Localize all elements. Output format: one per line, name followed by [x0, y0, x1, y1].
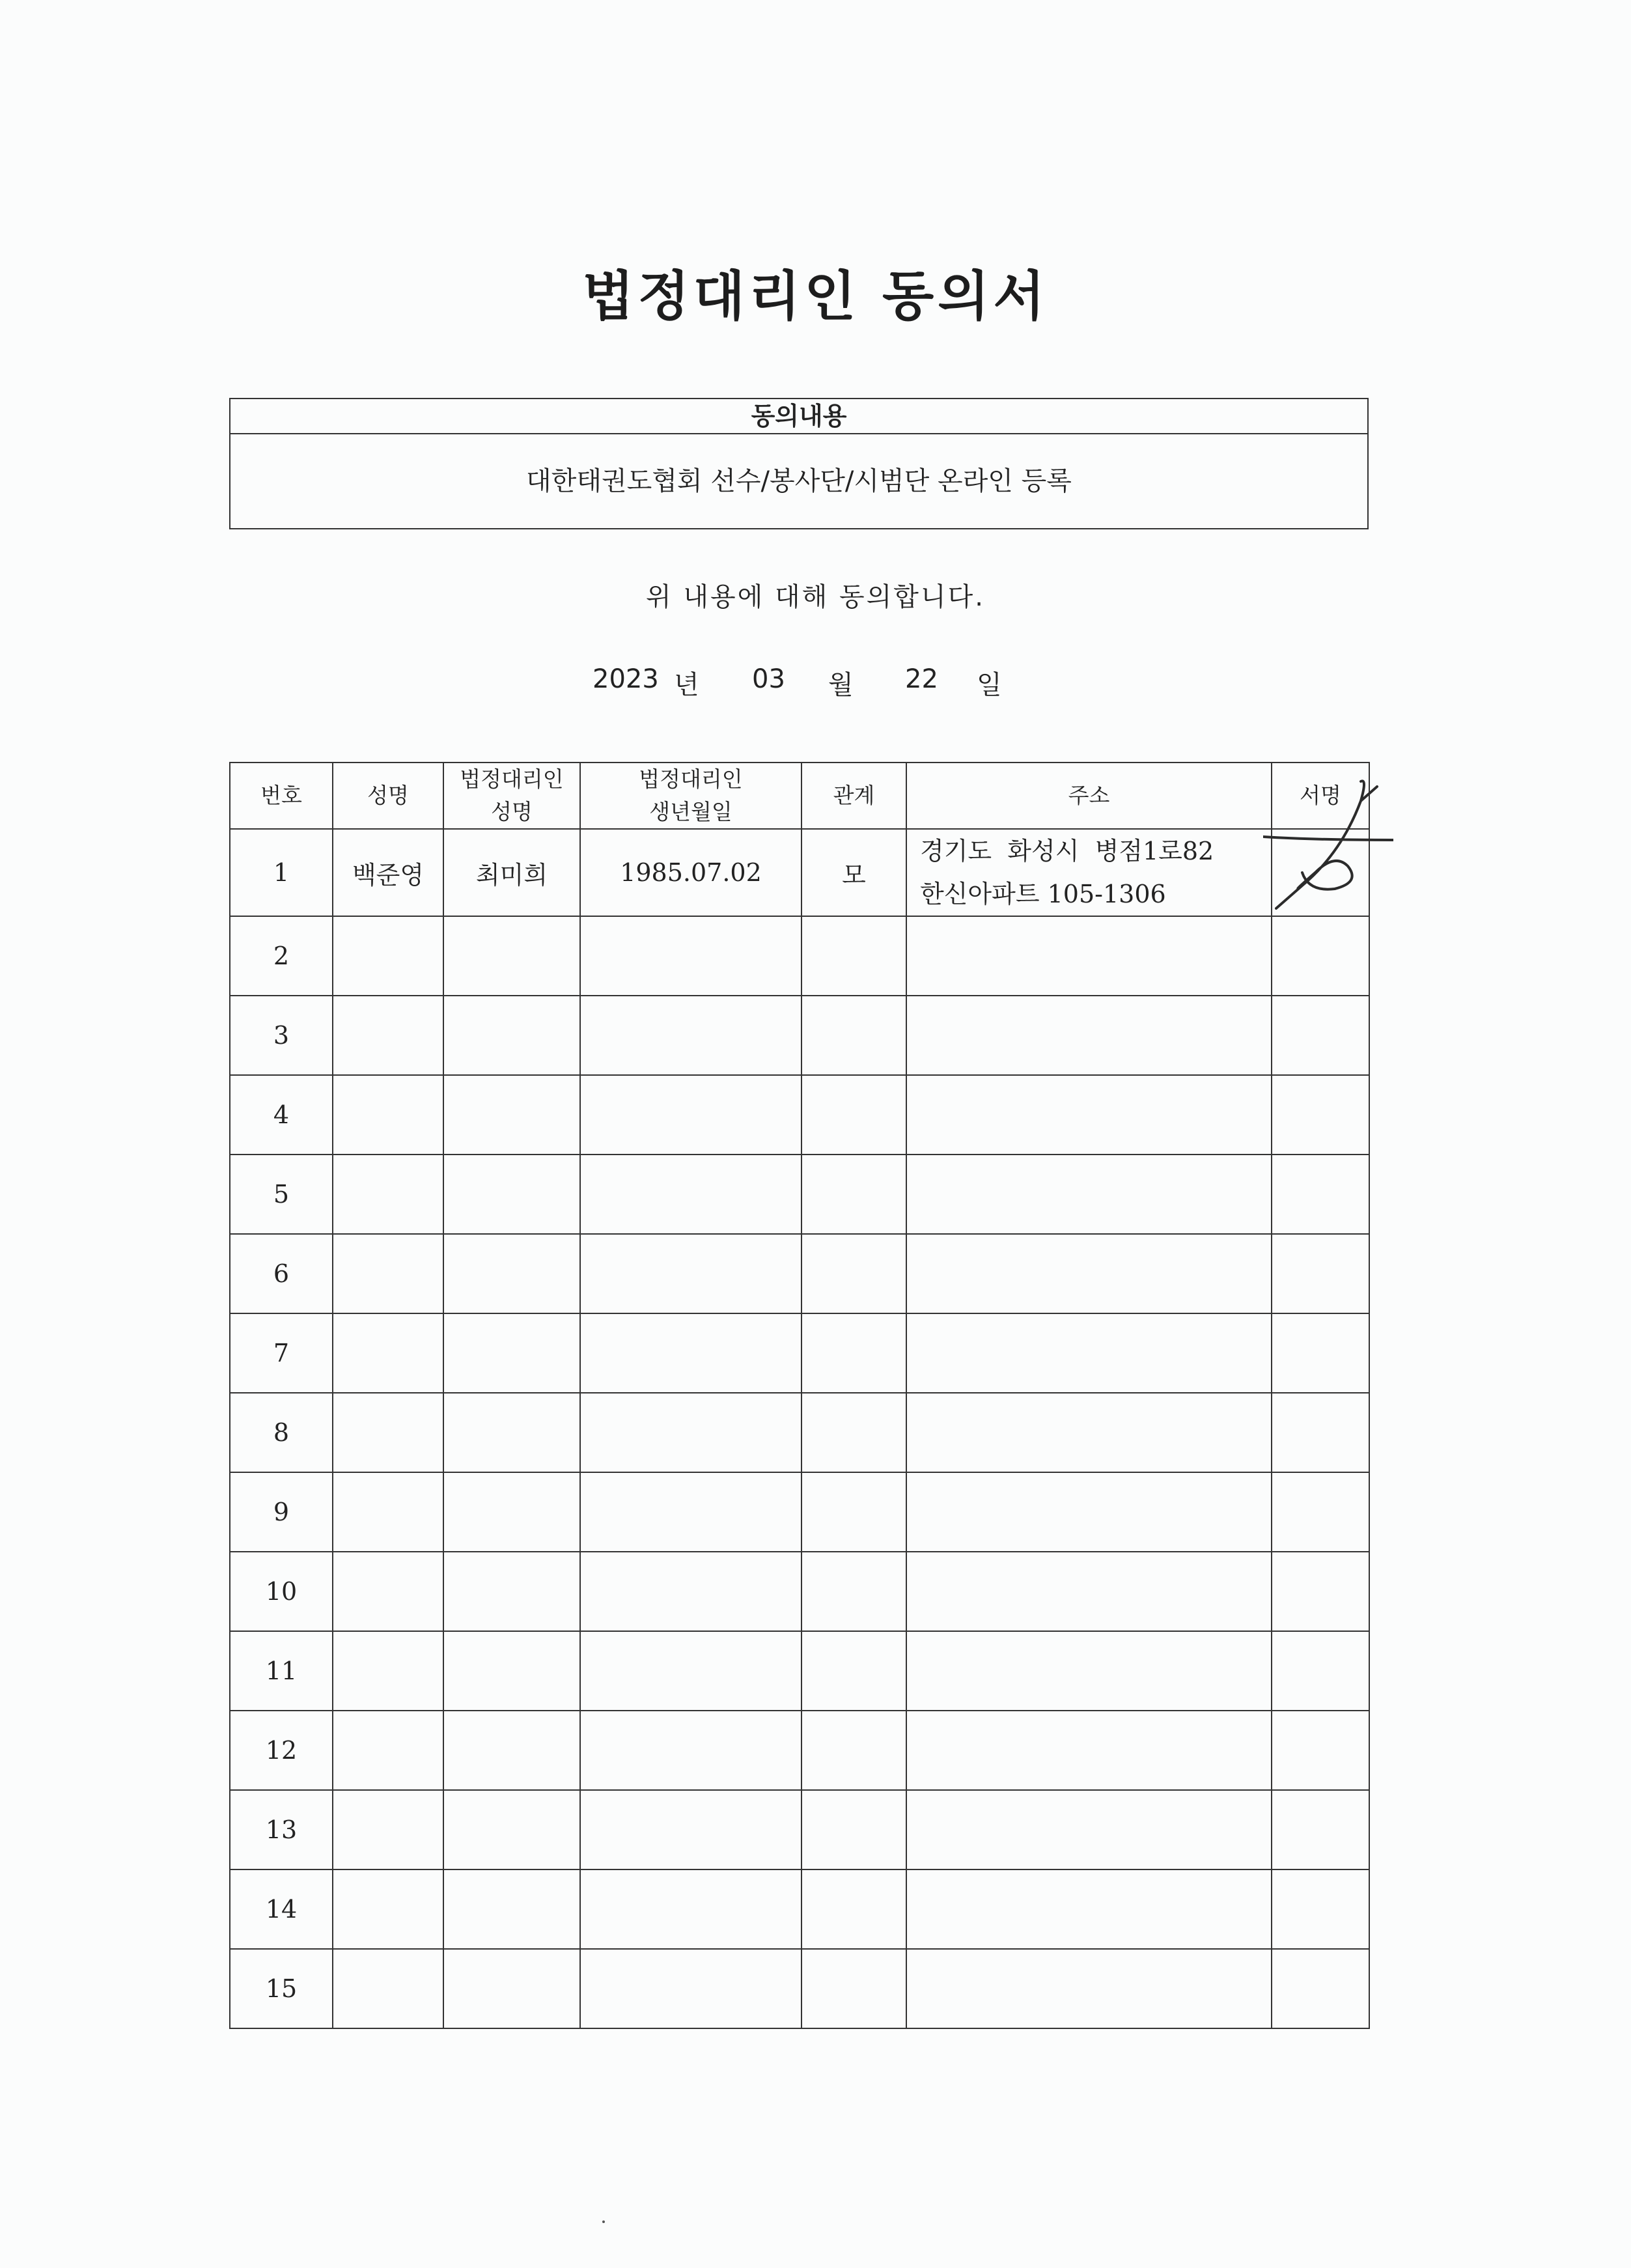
date-month: 03: [752, 664, 785, 694]
row-address: [906, 1472, 1272, 1552]
row-guardian-dob: [580, 996, 802, 1075]
row-name: [333, 916, 443, 996]
table-row: [230, 1313, 1369, 1393]
row-number: 10: [230, 1552, 333, 1631]
row-guardian-dob: [580, 1949, 802, 2028]
row-guardian-dob: [580, 1711, 802, 1790]
row-guardian-name: [443, 1552, 580, 1631]
row-guardian-dob: [580, 1552, 802, 1631]
row-signature: [1272, 1949, 1369, 2028]
row-name: [333, 1075, 443, 1155]
table-row: [230, 996, 1369, 1075]
row-signature: [1272, 1234, 1369, 1313]
row-relation: [802, 1869, 906, 1949]
row-guardian-dob: [580, 1234, 802, 1313]
header-guardian-name-line2: 성명: [491, 799, 533, 824]
row-name: [333, 1869, 443, 1949]
row-guardian-name: [443, 1393, 580, 1472]
table-row: [230, 1075, 1369, 1155]
row-guardian-name: [443, 1234, 580, 1313]
table-row: [230, 916, 1369, 996]
row-guardian-name: [443, 1075, 580, 1155]
row-name: [333, 1155, 443, 1234]
table-row: [230, 829, 1369, 916]
row-guardian-name: [443, 1631, 580, 1711]
row-signature: [1272, 996, 1369, 1075]
row-signature: [1272, 1711, 1369, 1790]
header-guardian-name-line1: 법정대리인: [460, 766, 564, 792]
row-signature: [1272, 1790, 1369, 1869]
row-number: 2: [230, 916, 333, 996]
table-header-row: [230, 763, 1369, 829]
row-number: 6: [230, 1234, 333, 1313]
row-guardian-dob: [580, 1790, 802, 1869]
table-row: [230, 1631, 1369, 1711]
row-relation: [802, 1631, 906, 1711]
header-no: 번호: [230, 763, 333, 829]
row-number: 8: [230, 1393, 333, 1472]
date-day: 22: [905, 664, 938, 694]
row-signature: [1272, 1552, 1369, 1631]
table-row: [230, 1234, 1369, 1313]
row-guardian-name: [443, 1949, 580, 2028]
row-guardian-name: [443, 916, 580, 996]
row-guardian-dob: [580, 1393, 802, 1472]
scan-speck: [602, 2220, 605, 2223]
row-address: [906, 1393, 1272, 1472]
row-guardian-name: [443, 1869, 580, 1949]
row-name: [333, 1949, 443, 2028]
row-address: [906, 1631, 1272, 1711]
consent-content: 대한태권도협회 선수/봉사단/시범단 온라인 등록: [526, 466, 1072, 496]
row-signature: [1272, 1393, 1369, 1472]
row-signature: [1272, 1155, 1369, 1234]
row-address: [906, 1234, 1272, 1313]
row-guardian-dob: [580, 1472, 802, 1552]
table-row: [230, 1790, 1369, 1869]
row-guardian-name: [443, 1711, 580, 1790]
row-address: [906, 1313, 1272, 1393]
row-guardian-name: [443, 1155, 580, 1234]
row-guardian-dob: [580, 916, 802, 996]
row-name: [333, 1631, 443, 1711]
table-row: [230, 1949, 1369, 2028]
table-row: [230, 1552, 1369, 1631]
row-name: [333, 1552, 443, 1631]
header-guardian-dob-line1: 법정대리인: [639, 766, 743, 792]
document-title: 법정대리인 동의서: [582, 266, 1049, 328]
row-guardian-name: [443, 1313, 580, 1393]
row-relation: [802, 1234, 906, 1313]
row-address-line2: 한신아파트 105-1306: [920, 880, 1166, 908]
row-guardian-dob: [580, 1869, 802, 1949]
row-relation: [802, 1949, 906, 2028]
table-row: [230, 1155, 1369, 1234]
row-guardian-dob: [580, 1155, 802, 1234]
row-relation: [802, 1711, 906, 1790]
row-relation: [802, 1155, 906, 1234]
header-guardian-name: [443, 763, 580, 829]
row-signature: [1272, 1472, 1369, 1552]
row-number: 4: [230, 1075, 333, 1155]
row-guardian-dob: [580, 1313, 802, 1393]
date-year: 2023: [592, 664, 659, 694]
row-number: 12: [230, 1711, 333, 1790]
row-address: [906, 1869, 1272, 1949]
row-address: [906, 1552, 1272, 1631]
row-name: [333, 1711, 443, 1790]
row-signature: [1272, 1075, 1369, 1155]
header-signature: 서명: [1272, 763, 1369, 829]
table-row: [230, 1472, 1369, 1552]
row-guardian-dob: [580, 1631, 802, 1711]
header-guardian-dob: [580, 763, 802, 829]
row-guardian-name: [443, 1472, 580, 1552]
header-name: 성명: [333, 763, 443, 829]
guardian-table: [229, 762, 1370, 2029]
date-month-unit: 월: [828, 670, 854, 700]
row-address: [906, 996, 1272, 1075]
row-relation: [802, 1552, 906, 1631]
handwritten-signature: [1263, 775, 1393, 912]
row-address: [906, 916, 1272, 996]
row-number: 14: [230, 1869, 333, 1949]
row-guardian-dob: 1985.07.02: [580, 829, 802, 916]
row-signature: [1272, 1869, 1369, 1949]
row-address: [906, 1711, 1272, 1790]
row-number: 7: [230, 1313, 333, 1393]
header-guardian-dob-line2: 생년월일: [649, 799, 732, 824]
row-address: [906, 1075, 1272, 1155]
row-guardian-name: [443, 996, 580, 1075]
header-address: 주소: [906, 763, 1272, 829]
date-day-unit: 일: [977, 670, 1002, 700]
row-relation: [802, 1790, 906, 1869]
row-name: 백준영: [333, 829, 443, 916]
row-number: 3: [230, 996, 333, 1075]
row-guardian-name: 최미희: [443, 829, 580, 916]
date-year-unit: 년: [674, 670, 699, 700]
row-name: [333, 1790, 443, 1869]
row-address-line1: 경기도 화성시 병점1로82: [920, 837, 1214, 865]
row-relation: [802, 1313, 906, 1393]
row-name: [333, 1234, 443, 1313]
row-number: 1: [230, 829, 333, 916]
consent-box: [229, 398, 1369, 529]
row-number: 9: [230, 1472, 333, 1552]
row-number: 15: [230, 1949, 333, 2028]
row-address: [906, 1949, 1272, 2028]
row-address: [906, 1155, 1272, 1234]
table-row: [230, 1711, 1369, 1790]
row-relation: [802, 1393, 906, 1472]
row-signature: [1272, 916, 1369, 996]
row-number: 5: [230, 1155, 333, 1234]
row-relation: [802, 1472, 906, 1552]
row-address: [906, 829, 1272, 916]
header-relation: 관계: [802, 763, 906, 829]
row-guardian-name: [443, 1790, 580, 1869]
row-number: 13: [230, 1790, 333, 1869]
row-relation: [802, 1075, 906, 1155]
row-name: [333, 1313, 443, 1393]
consent-header: 동의내용: [230, 399, 1367, 434]
table-row: [230, 1869, 1369, 1949]
row-name: [333, 996, 443, 1075]
row-relation: 모: [802, 829, 906, 916]
row-signature: [1272, 1313, 1369, 1393]
row-number: 11: [230, 1631, 333, 1711]
row-name: [333, 1393, 443, 1472]
table-row: [230, 1393, 1369, 1472]
row-address: [906, 1790, 1272, 1869]
agreement-statement: 위 내용에 대해 동의합니다.: [646, 582, 985, 612]
row-relation: [802, 996, 906, 1075]
row-signature: [1272, 1631, 1369, 1711]
row-name: [333, 1472, 443, 1552]
row-guardian-dob: [580, 1075, 802, 1155]
row-relation: [802, 916, 906, 996]
